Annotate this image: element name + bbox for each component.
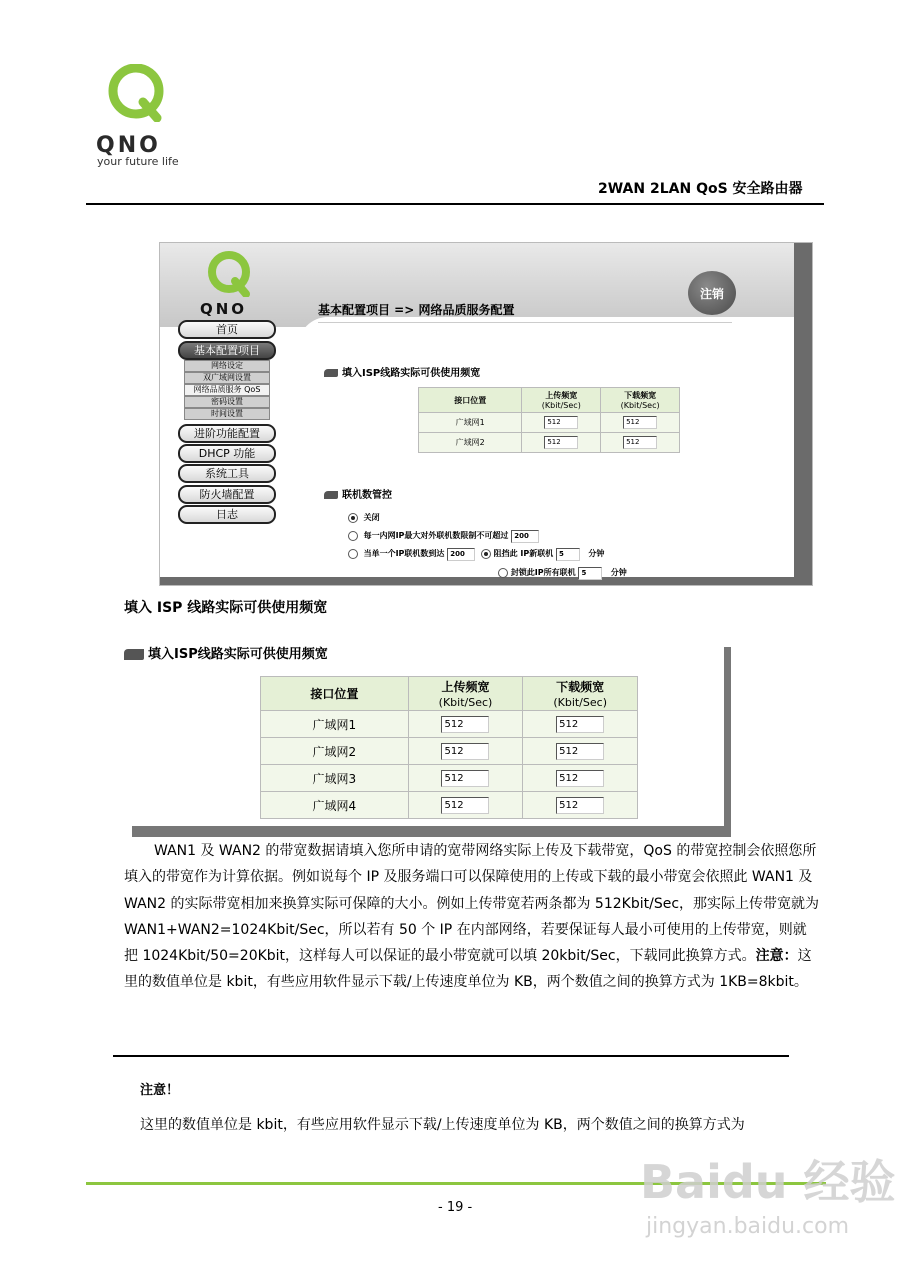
- qno-logo-icon: [107, 64, 165, 122]
- radio-block-all[interactable]: [498, 568, 508, 578]
- upload-input[interactable]: 512: [441, 716, 489, 733]
- when-input[interactable]: 200: [447, 548, 475, 561]
- document-title: 2WAN 2LAN QoS 安全路由器: [598, 181, 803, 197]
- upload-input[interactable]: 512: [441, 770, 489, 787]
- menu-system-tools[interactable]: 系统工具: [178, 464, 276, 483]
- block-new-minutes-input[interactable]: 5: [556, 548, 580, 561]
- upload-input[interactable]: 512: [544, 416, 578, 429]
- submenu-password[interactable]: 密码设置: [184, 396, 270, 408]
- block-all-minutes-input[interactable]: 5: [578, 567, 602, 580]
- menu-home[interactable]: 首页: [178, 320, 276, 339]
- body-paragraph: WAN1 及 WAN2 的带宽数据请填入您所申请的宽带网络实际上传及下载带宽，QoS 的带宽控制会依照您所填入的带宽作为计算依据。例如说每个 IP 及服务端口可以保障使用的上传或下载的最小带宽会依照此 WAN1 及 WAN2 的实际带宽相加来换算实际可保障的大小。例如上传带宽若两条都为 512Kbit/Sec，那实际上传带宽就为 WAN1+WAN2=1024Kbit/Sec，所以若有 50 个 IP 在内部网络，若要保证每人最小可使用的上传带宽，则就把 1024Kbit/50=20Kbit，这样每人可以保证的最小带宽就可以填 20kbit/Sec，下载同此换算方式。注意：这里的数值单位是 kbit，有些应用软件显示下载/上传速度单位为 KB，两个数值之间的换算方式为 1KB=8kbit。: [124, 843, 820, 991]
- section-bullet-icon: [124, 649, 144, 660]
- row-port: 广域网3: [261, 765, 409, 792]
- section-bandwidth-title: 填入ISP线路实际可供使用频宽: [324, 364, 480, 379]
- row-port: 广域网2: [419, 433, 522, 453]
- col-download: 下载频宽 (Kbit/Sec): [523, 677, 638, 711]
- menu-firewall[interactable]: 防火墙配置: [178, 485, 276, 504]
- col-upload: 上传频宽 (Kbit/Sec): [522, 388, 601, 413]
- download-input[interactable]: 512: [556, 797, 604, 814]
- table-row: [261, 792, 638, 819]
- qno-logo-icon: [206, 251, 252, 297]
- menu-log[interactable]: 日志: [178, 505, 276, 524]
- col-port: 接口位置: [419, 388, 522, 413]
- option-close: 关闭: [348, 512, 380, 523]
- logo-tagline: your future life: [97, 155, 179, 168]
- header-divider: [86, 203, 824, 205]
- section-connection-title: 联机数管控: [324, 486, 392, 501]
- row-port: 广域网1: [419, 413, 522, 433]
- submenu-time[interactable]: 时间设置: [184, 408, 270, 420]
- title-divider: [318, 322, 732, 323]
- table-row: [419, 433, 680, 453]
- radio-block-new[interactable]: [481, 549, 491, 559]
- section-bullet-icon: [324, 491, 338, 499]
- col-port: 接口位置: [261, 677, 409, 711]
- note-inline-label: 注意：: [755, 948, 798, 965]
- radio-close[interactable]: [348, 513, 358, 523]
- shadow-right: [794, 243, 812, 585]
- note-divider: [113, 1055, 789, 1057]
- col-upload: 上传频宽 (Kbit/Sec): [408, 677, 523, 711]
- option-block-all: 封锁此IP所有联机 5 分钟: [498, 567, 627, 580]
- upload-input[interactable]: 512: [441, 743, 489, 760]
- submenu-network[interactable]: 网络设定: [184, 360, 270, 372]
- figure-caption: 填入 ISP 线路实际可供使用频宽: [124, 600, 328, 616]
- content-panel: [298, 317, 812, 357]
- baidu-watermark: Baidu 经验: [640, 1155, 896, 1209]
- option-when: 当单一个IP联机数到达 200 阻挡此 IP新联机 5 分钟: [348, 548, 604, 561]
- logout-button[interactable]: 注销: [688, 271, 736, 315]
- page-title: 基本配置项目 => 网络品质服务配置: [318, 303, 515, 317]
- logo-wordmark: QNO: [200, 300, 248, 318]
- submenu-qos[interactable]: 网络品质服务 QoS: [184, 384, 270, 396]
- upload-input[interactable]: 512: [544, 436, 578, 449]
- radio-limit[interactable]: [348, 531, 358, 541]
- submenu-dual-wan[interactable]: 双广域网设置: [184, 372, 270, 384]
- table-row: [419, 413, 680, 433]
- menu-basic-config[interactable]: 基本配置项目: [178, 341, 276, 360]
- download-input[interactable]: 512: [623, 436, 657, 449]
- bandwidth-table: [418, 387, 680, 453]
- limit-input[interactable]: 200: [511, 530, 539, 543]
- note-title: 注意！: [140, 1083, 180, 1098]
- download-input[interactable]: 512: [623, 416, 657, 429]
- table-row: [261, 765, 638, 792]
- table-row: [261, 711, 638, 738]
- upload-input[interactable]: 512: [441, 797, 489, 814]
- section-bullet-icon: [324, 369, 338, 377]
- download-input[interactable]: 512: [556, 743, 604, 760]
- section-bandwidth-title: 填入ISP线路实际可供使用频宽: [124, 643, 328, 662]
- shadow-bottom: [160, 577, 812, 585]
- note-text: 这里的数值单位是 kbit，有些应用软件显示下载/上传速度单位为 KB，两个数值之间的换算方式为: [140, 1117, 745, 1133]
- router-config-screenshot: [160, 243, 812, 585]
- row-port: 广域网1: [261, 711, 409, 738]
- row-port: 广域网4: [261, 792, 409, 819]
- download-input[interactable]: 512: [556, 770, 604, 787]
- option-limit: 每一内网IP最大对外联机数限制不可超过 200: [348, 530, 539, 543]
- download-input[interactable]: 512: [556, 716, 604, 733]
- page-number: - 19 -: [438, 1200, 473, 1215]
- radio-when[interactable]: [348, 549, 358, 559]
- shadow-right: [724, 647, 731, 836]
- shadow-bottom: [132, 826, 731, 837]
- menu-dhcp[interactable]: DHCP 功能: [178, 444, 276, 463]
- menu-advanced[interactable]: 进阶功能配置: [178, 424, 276, 443]
- bandwidth-table: [260, 676, 638, 819]
- col-download: 下载频宽 (Kbit/Sec): [601, 388, 680, 413]
- watermark-url: jingyan.baidu.com: [646, 1214, 850, 1239]
- row-port: 广域网2: [261, 738, 409, 765]
- logo-wordmark: QNO: [96, 133, 161, 158]
- table-row: [261, 738, 638, 765]
